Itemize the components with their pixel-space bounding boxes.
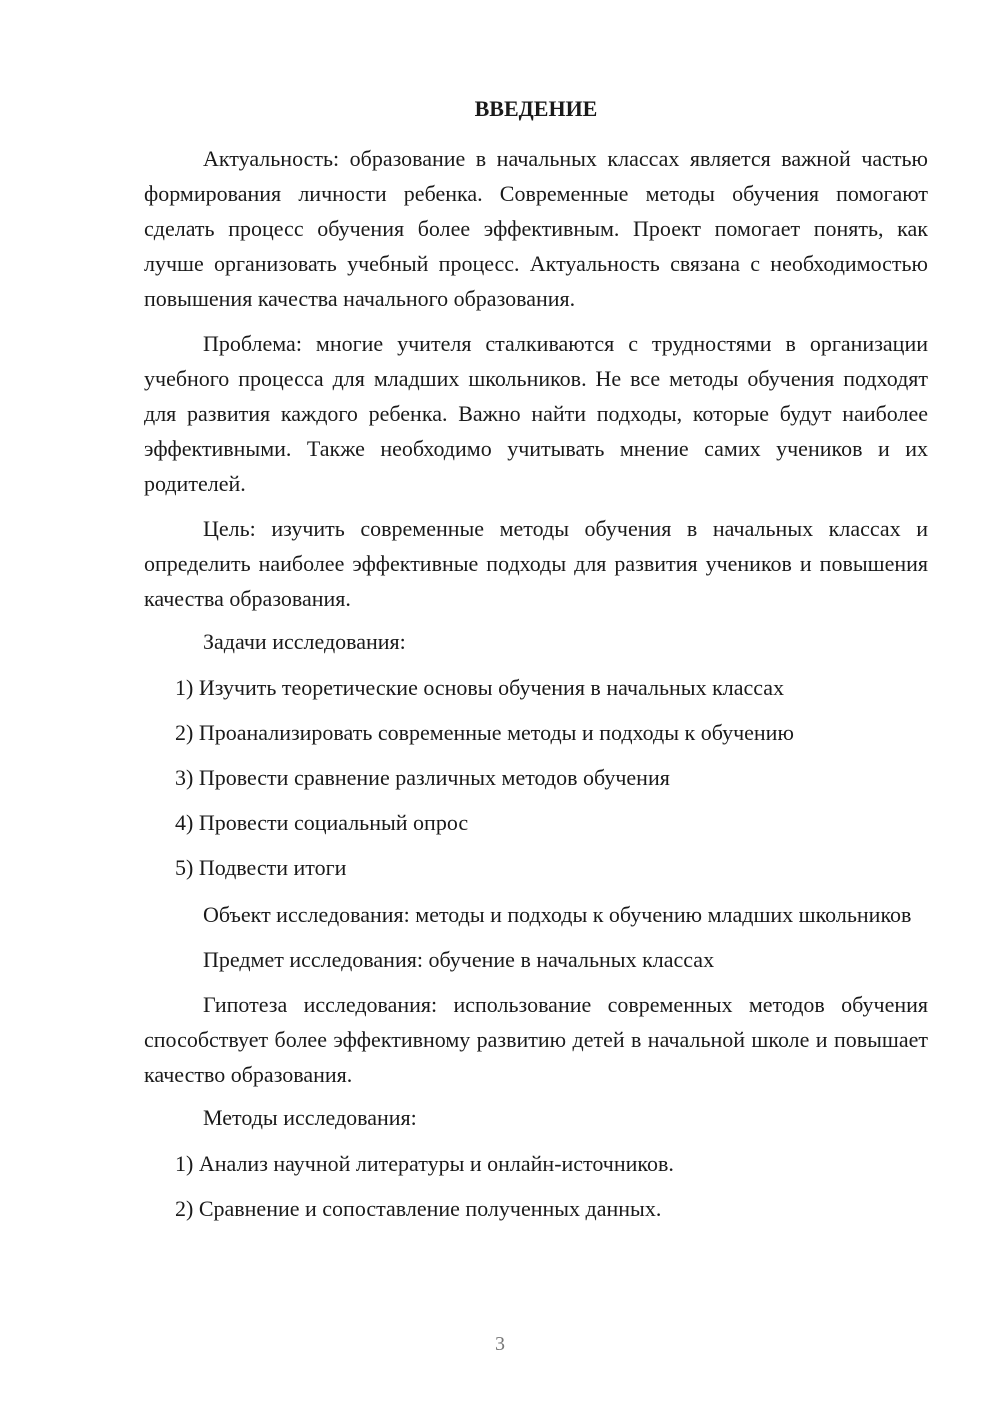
- hypothesis-paragraph: Гипотеза исследования: использование современных методов обучения способствует более эффективному развитию детей в начальной школе и повышает качество образования.: [144, 991, 928, 1087]
- task-item: 4) Провести социальный опрос: [175, 809, 469, 835]
- task-item: 2) Проанализировать современные методы и подходы к обучению: [175, 719, 794, 745]
- task-item: 1) Изучить теоретические основы обучения в начальных классах: [175, 674, 785, 700]
- goal-paragraph: Цель: изучить современные методы обучения в начальных классах и определить наиболее эффективные подходы для развития учеников и повышения качества образования.: [144, 515, 928, 611]
- tasks-label: Задачи исследования:: [203, 628, 406, 654]
- task-item: 5) Подвести итоги: [175, 854, 347, 880]
- object-paragraph: Объект исследования: методы и подходы к обучению младших школьников: [203, 901, 912, 927]
- relevance-paragraph: Актуальность: образование в начальных классах является важной частью формирования личности ребенка. Современные методы обучения помогают сделать процесс обучения более эффективным. Проект помогает понять, как лучше организовать учебный процесс. Актуальность связана с необходимостью повышения качества начального образования.: [144, 145, 928, 311]
- section-title: ВВЕДЕНИЕ: [474, 96, 598, 121]
- method-item: 1) Анализ научной литературы и онлайн-источников.: [175, 1150, 674, 1176]
- page-content: [144, 94, 928, 1225]
- page-number: 3: [495, 1333, 505, 1355]
- method-item: 2) Сравнение и сопоставление полученных данных.: [175, 1195, 662, 1221]
- methods-label: Методы исследования:: [203, 1104, 417, 1130]
- problem-paragraph: Проблема: многие учителя сталкиваются с трудностями в организации учебного процесса для младших школьников. Не все методы обучения подходят для развития каждого ребенка. Важно найти подходы, которые будут наиболее эффективными. Также необходимо учитывать мнение самих учеников и их родителей.: [144, 330, 928, 496]
- task-item: 3) Провести сравнение различных методов обучения: [175, 764, 670, 790]
- subject-paragraph: Предмет исследования: обучение в начальных классах: [203, 946, 715, 972]
